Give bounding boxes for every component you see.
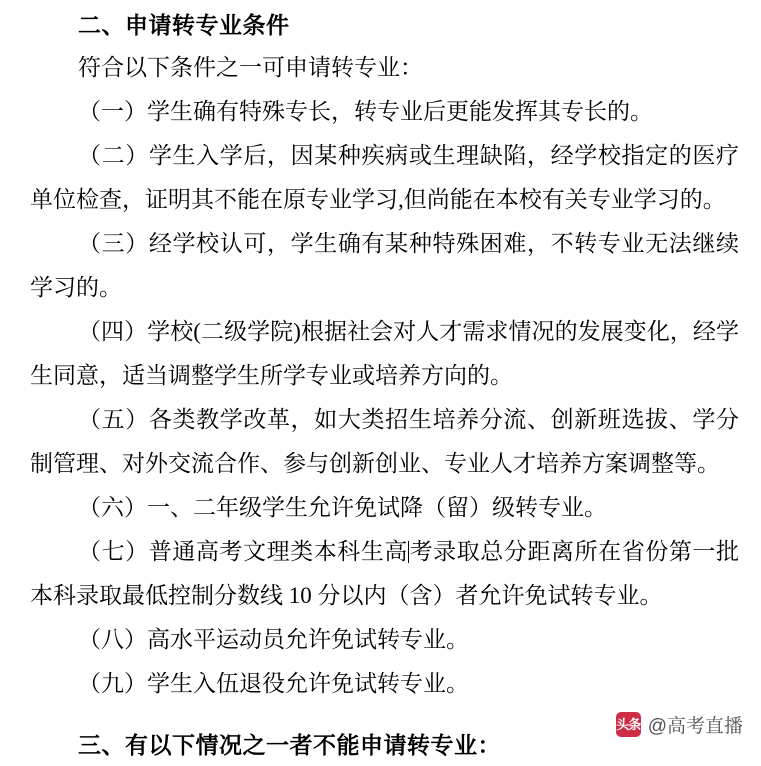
condition-item-2: （二）学生入学后，因某种疾病或生理缺陷，经学校指定的医疗单位检查，证明其不能在原专业学习,但尚能在本校有关专业学习的。 [30, 143, 739, 212]
condition-item-6: （六）一、二年级学生允许免试降（留）级转专业。 [78, 495, 607, 520]
watermark [616, 711, 743, 738]
condition-item-5: （五）各类教学改革，如大类招生培养分流、创新班选拔、学分制管理、对外交流合作、参与创新创业、专业人才培养方案调整等。 [30, 407, 739, 476]
condition-item-4: （四）学校(二级学院)根据社会对人才需求情况的发展变化，经学生同意，适当调整学生所学专业或培养方向的。 [30, 319, 739, 388]
intro-paragraph: 符合以下条件之一可申请转专业： [78, 55, 423, 80]
next-section-heading: 三、有以下情况之一者不能申请转专业： [78, 732, 501, 758]
section-heading: 二、申请转专业条件 [78, 12, 290, 38]
condition-item-7-before-caret: （七）普通高考文理类本科生高 [78, 539, 408, 564]
condition-item-7-after-caret: 考录取总分距离所在省份第一批本科录取最低控制分数线 10 分以内（含）者允许免试转专业。 [30, 539, 740, 608]
condition-item-1: （一）学生确有特殊专长，转专业后更能发挥其专长的。 [78, 99, 653, 124]
condition-item-8: （八）高水平运动员允许免试转专业。 [78, 627, 469, 652]
toutiao-logo-icon: 头条 [616, 712, 641, 737]
condition-item-3: （三）经学校认可，学生确有某种特殊困难，不转专业无法继续学习的。 [30, 231, 739, 300]
watermark-label: @高考直播 [647, 716, 743, 737]
condition-item-7 [30, 530, 739, 618]
condition-item-9: （九）学生入伍退役允许免试转专业。 [78, 671, 469, 696]
